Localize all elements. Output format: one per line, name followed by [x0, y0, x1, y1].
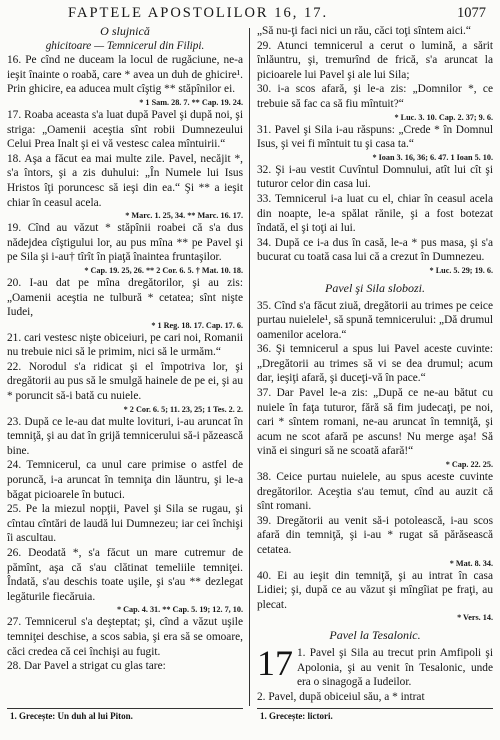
cross-reference: * 1 Sam. 28. 7. ** Cap. 19. 24. [139, 97, 243, 107]
verse: 23. După ce le-au dat multe lovituri, i-au aruncat în temniţă, şi au dat în grijă temnicerului să-i păzească bine. [7, 415, 243, 457]
cross-reference: * Marc. 1. 25, 34. ** Marc. 16. 17. [125, 211, 243, 221]
section-heading: O slujnică [100, 24, 150, 38]
verse: 21. cari vestesc nişte obiceiuri, pe cari noi, Romanii nu trebuie nici să le primim, nici să le urmăm.“ [7, 331, 243, 359]
column-divider [249, 28, 250, 706]
verse: 30. i-a scos afară, şi le-a zis: „Domnilor *, ce trebuie să fac ca să fiu mîntuit?“ [257, 83, 493, 110]
cross-reference: * Cap. 22. 25. [445, 460, 493, 470]
chapter-number: 17 [257, 642, 293, 683]
verse: „Să nu-ţi faci nici un rău, căci toţi sîntem aici.“ [257, 25, 471, 37]
verse: 36. Şi temnicerul a spus lui Pavel aceste cuvinte: „Dregătorii au trimes să vi se dea drumul; acum dar, ieşiţi afară, şi duceţi-vă în pace.“ [257, 343, 493, 385]
section-heading: Pavel şi Sila slobozi. [325, 280, 425, 295]
cross-reference: * Ioan 3. 16, 36; 6. 47. 1 Ioan 5. 10. [372, 152, 493, 162]
verse: 16. Pe cînd ne duceam la locul de rugăciune, ne-a ieşit înainte o roabă, care * avea un duh de ghicire¹. Prin ghicire, ea aducea mult cîştig ** stăpînilor ei. [7, 54, 243, 96]
verse: 19. Cînd au văzut * stăpînii roabei că s'a dus nădejdea cîştigului lor, au pus mîna ** pe Pavel şi pe Sila şi i-au† tîrît în piaţă înaintea fruntaşilor. [7, 222, 243, 264]
verse: 17. Roaba aceasta s'a luat după Pavel şi după noi, şi striga: „Oamenii aceştia sînt robii Dumnezeului Celui Prea Inalt şi ei vă vestesc calea mîntuirii.“ [7, 108, 243, 151]
verse: 22. Norodul s'a ridicat şi el împotriva lor, şi dregătorii au pus să le smulgă hainele de pe ei, şi au * poruncit să-i bată cu nuiele. [7, 360, 243, 403]
verse: 35. Cînd s'a făcut ziuă, dregătorii au trimes pe ceice purtau nuielele¹, să spună temnicerului: „Dă drumul oamenilor acelora.“ [257, 299, 493, 341]
cross-reference: * Luc. 5. 29; 19. 6. [429, 265, 493, 275]
verse: 34. După ce i-a dus în casă, le-a * pus masa, şi s'a bucurat cu toată casa lui că a crezut în Dumnezeu. [257, 236, 493, 264]
running-title: FAPTELE APOSTOLILOR 16, 17. [68, 5, 329, 21]
verse: 25. Pe la miezul nopţii, Pavel şi Sila se rugau, şi cîntau cîntări de laudă lui Dumnezeu; iar cei închişi îi ascultau. [7, 503, 243, 545]
verse: 27. Temnicerul s'a deşteptat; şi, cînd a văzut uşile temniţei deschise, a scos sabia, şi era să se omoare, căci credea că cei închişi au fugit. [7, 616, 243, 658]
footnote-rule [7, 708, 243, 709]
footnote: 1. Grecește: lictori. [260, 711, 333, 721]
chapter-start [257, 642, 493, 690]
verse: 20. I-au dat pe mîna dregătorilor, şi au zis: „Oamenii aceştia ne tulbură * cetatea; sînt nişte Iudei, [7, 276, 243, 319]
verse: 28. Dar Pavel a strigat cu glas tare: [7, 660, 166, 673]
cross-reference: * Vers. 14. [457, 613, 493, 623]
footnote: 1. Grecește: Un duh al lui Piton. [10, 711, 133, 721]
verse: 40. Ei au ieşit din temniţă, şi au intrat în casa Lidiei; şi, după ce au văzut şi mîngîiat pe fraţi, au plecat. [257, 569, 493, 611]
verse: 29. Atunci temnicerul a cerut o lumină, a sărit înlăuntru, şi, tremurînd de frică, s'a aruncat la picioarele lui Pavel şi ale lui Sila; [257, 39, 493, 81]
cross-reference: * Mat. 8. 34. [449, 558, 493, 568]
cross-reference: * 2 Cor. 6. 5; 11. 23, 25; 1 Tes. 2. 2. [123, 404, 243, 414]
verse: 1. Pavel şi Sila au trecut prin Amfipoli şi Apolonia, şi au venit în Tesalonic, unde era o sinagogă a Iudeilor. [297, 646, 493, 689]
cross-reference: * 1 Reg. 18. 17. Cap. 17. 6. [151, 320, 243, 330]
verse: 24. Temnicerul, ca unul care primise o astfel de poruncă, i-a aruncat în temniţa din lăuntru, şi le-a băgat picioarele în butuci. [7, 459, 243, 501]
left-column [7, 24, 243, 706]
verse: 2. Pavel, după obiceiul său, a * intrat [257, 690, 425, 703]
verse: 38. Ceice purtau nuielele, au spus aceste cuvinte dregătorilor. Aceştia s'au temut, cînd au auzit că sînt romani. [257, 471, 493, 513]
verse: 32. Şi i-au vestit Cuvîntul Domnului, atît lui cît şi tuturor celor din casa lui. [257, 163, 493, 191]
verse: 18. Aşa a făcut ea mai multe zile. Pavel, necăjit *, s'a întors, şi a zis duhului: „În Numele lui Isus Hristos îţi poruncesc să ieşi din ea.“ Şi ** a ieşit chiar în ceasul acela. [7, 152, 243, 209]
right-column [257, 24, 493, 706]
page-number: 1077 [457, 5, 486, 21]
verse: 39. Dregătorii au venit să-i potolească, i-au scos afară din temniţă, şi i-au * rugat să părăsească cetatea. [257, 514, 493, 556]
verse: 31. Pavel şi Sila i-au răspuns: „Crede * în Domnul Isus, şi vei fi mîntuit tu şi casa ta.“ [257, 123, 493, 151]
footnote-rule [257, 708, 493, 709]
cross-reference: * Cap. 4. 31. ** Cap. 5. 19; 12. 7, 10. [116, 605, 243, 615]
section-heading: Pavel la Tesalonic. [329, 628, 421, 643]
verse: 37. Dar Pavel le-a zis: „După ce ne-au bătut cu nuiele în faţa tuturor, fără să fim judecaţi, pe noi, cari * sîntem romani, ne-au aruncat în temniţă, şi acum ne scot afară pe ascuns! Nu merge aşa! Să vină ei singuri să ne scoată afară!“ [257, 387, 493, 458]
verse: 33. Temnicerul i-a luat cu el, chiar în ceasul acela din noapte, le-a spălat rănile, şi a fost botezat îndată, el şi toţi ai lui. [257, 192, 493, 235]
cross-reference: * Luc. 3. 10. Cap. 2. 37; 9. 6. [394, 112, 493, 122]
section-subheading: ghicitoare — Temnicerul din Filipi. [45, 39, 205, 52]
cross-reference: * Cap. 19. 25, 26. ** 2 Cor. 6. 5. † Mat. 10. 18. [84, 265, 243, 275]
verse: 26. Deodată *, s'a făcut un mare cutremur de pămînt, aşa că s'au clătinat temeliile temniţei. Îndată, s'au deschis toate uşile, şi s'au ** dezlegat legăturile fiecăruia. [7, 547, 243, 603]
